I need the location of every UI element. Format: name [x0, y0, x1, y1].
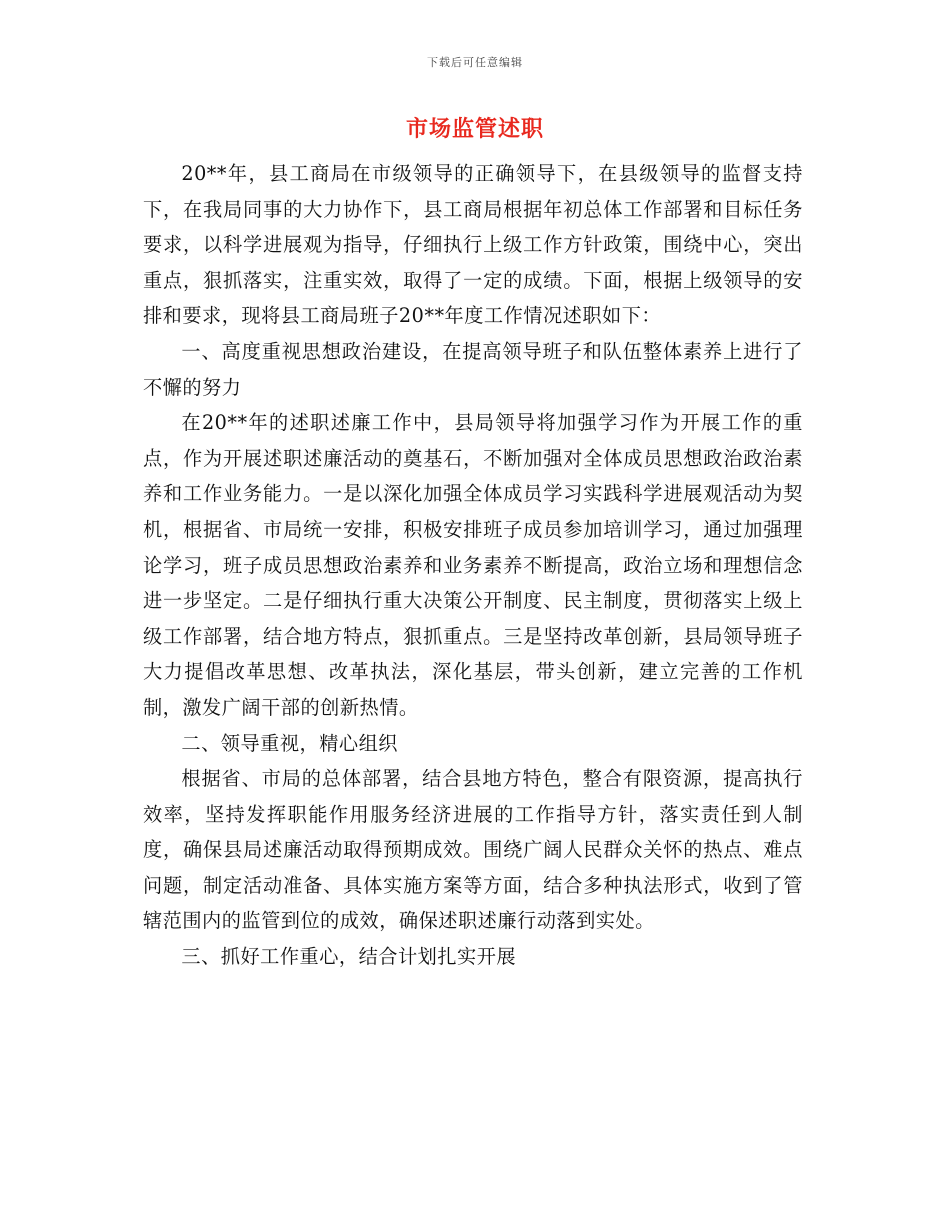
document-title: 市场监管述职 [405, 116, 544, 142]
section-heading-2: 二、领导重视，精心组织 [181, 731, 398, 755]
section-heading-1: 一、高度重视思想政治建设，在提高领导班子和队伍整体素养上进行了不懈的努力 [143, 339, 803, 399]
intro-paragraph: 20**年，县工商局在市级领导的正确领导下，在县级领导的监督支持下，在我局同事的大力协作下，县工商局根据年初总体工作部署和目标任务要求，以科学进展观为指导，仔细执行上级工作方针政策，围绕中心，突出重点，狠抓落实，注重实效，取得了一定的成绩。下面，根据上级领导的安排和要求，现将县工商局班子20**年度工作情况述职如下： [143, 162, 803, 328]
document-body [143, 156, 803, 975]
header-note: 下载后可任意编辑 [427, 56, 523, 69]
section-2-paragraph: 根据省、市局的总体部署，结合县地方特色，整合有限资源，提高执行效率，坚持发挥职能作用服务经济进展的工作指导方针，落实责任到人制度，确保县局述廉活动取得预期成效。围绕广阔人民群众关怀的热点、难点问题，制定活动准备、具体实施方案等方面，结合多种执法形式，收到了管辖范围内的监管到位的成效，确保述职述廉行动落到实处。 [143, 767, 803, 933]
section-heading-3: 三、抓好工作重心，结合计划扎实开展 [181, 945, 517, 969]
section-1-paragraph: 在20**年的述职述廉工作中，县局领导将加强学习作为开展工作的重点，作为开展述职述廉活动的奠基石，不断加强对全体成员思想政治政治素养和工作业务能力。一是以深化加强全体成员学习实践科学进展观活动为契机，根据省、市局统一安排，积极安排班子成员参加培训学习，通过加强理论学习，班子成员思想政治素养和业务素养不断提高，政治立场和理想信念进一步坚定。二是仔细执行重大决策公开制度、民主制度，贯彻落实上级上级工作部署，结合地方特点，狠抓重点。三是坚持改革创新，县局领导班子大力提倡改革思想、改革执法，深化基层，带头创新，建立完善的工作机制，激发广阔干部的创新热情。 [143, 411, 803, 719]
